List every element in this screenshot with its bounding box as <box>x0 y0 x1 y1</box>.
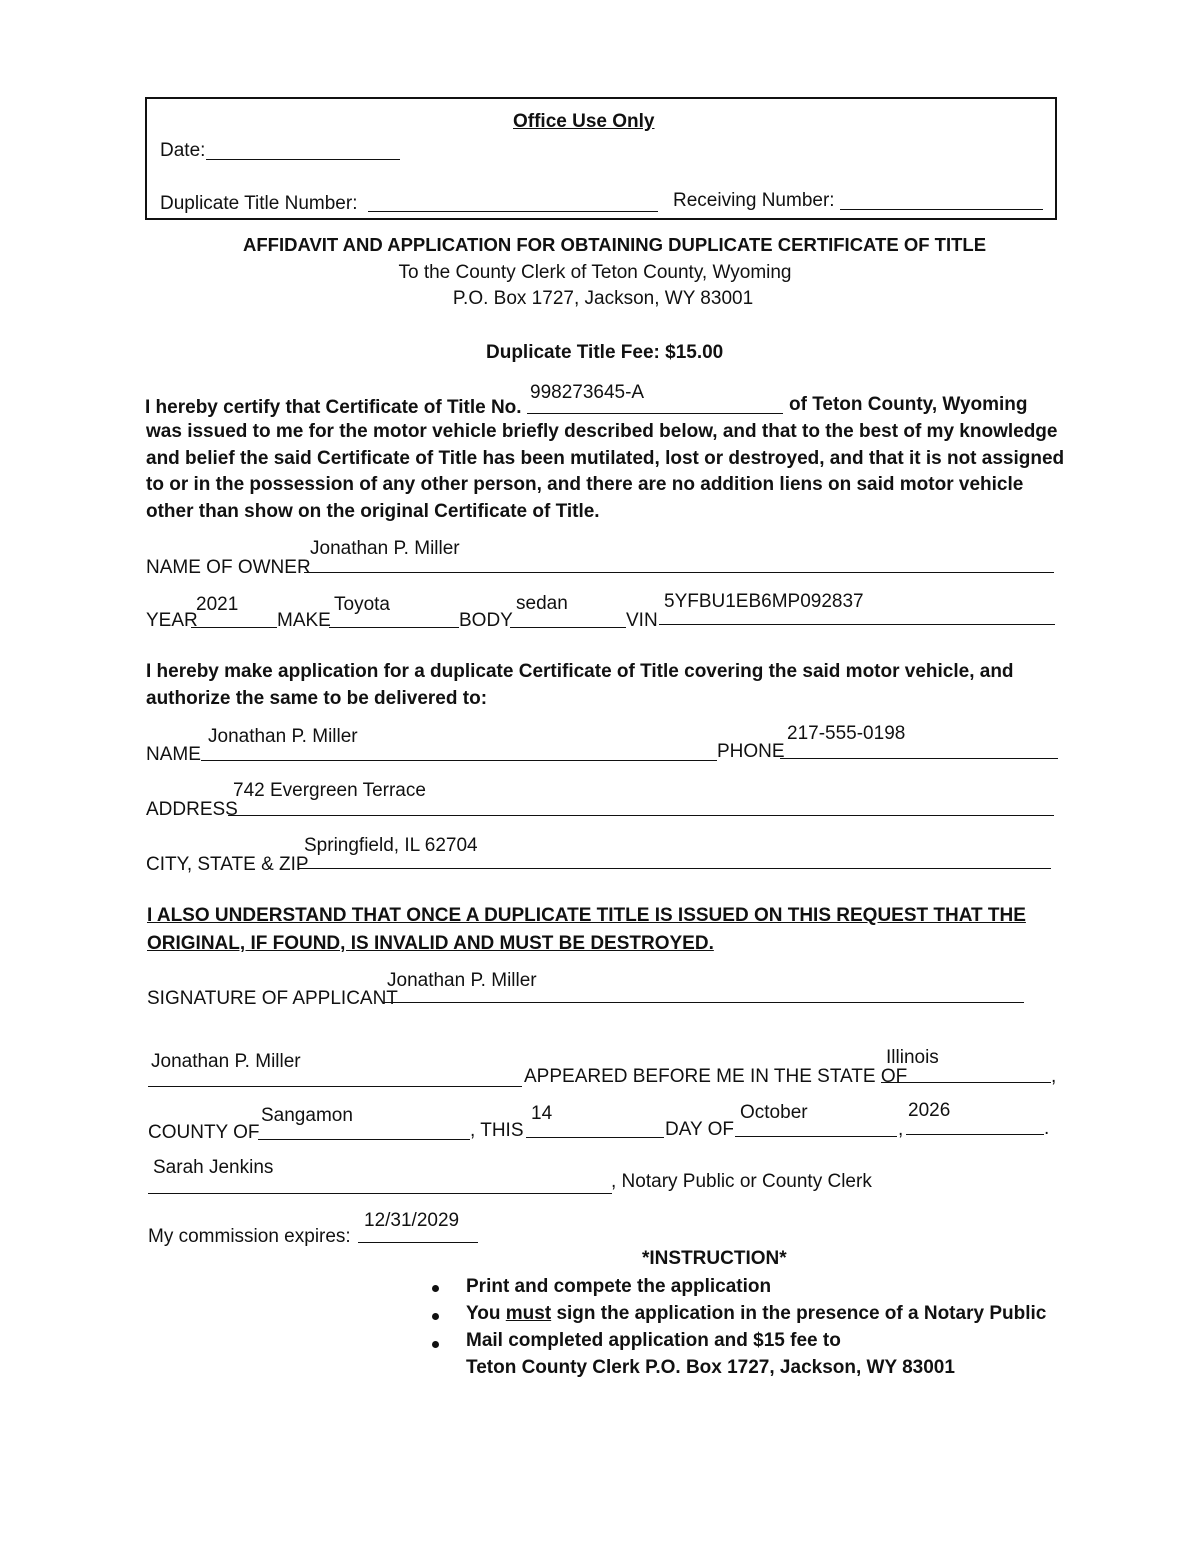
date-label: Date: <box>160 140 206 161</box>
signature-label: SIGNATURE OF APPLICANT <box>147 988 398 1009</box>
certify-suffix: of Teton County, Wyoming <box>789 394 1028 415</box>
notary-name-field[interactable] <box>148 1193 612 1194</box>
notary-name-value: Sarah Jenkins <box>153 1157 274 1178</box>
title-number-field[interactable] <box>527 413 783 414</box>
instruction-heading: *INSTRUCTION* <box>642 1248 787 1269</box>
certify-prefix: I hereby certify that Certificate of Title No. <box>145 397 522 418</box>
phone-field[interactable] <box>780 758 1058 759</box>
month-value: October <box>740 1102 808 1123</box>
instruction-item: Mail completed application and $15 fee to <box>466 1330 841 1351</box>
owner-name-label: NAME OF OWNER <box>146 557 311 578</box>
delivery-name-field[interactable] <box>201 760 717 761</box>
certify-line: other than show on the original Certificate of Title. <box>146 500 600 522</box>
phone-label: PHONE <box>717 741 785 762</box>
make-label: MAKE <box>277 610 331 631</box>
vin-value: 5YFBU1EB6MP092837 <box>664 591 864 612</box>
signature-value: Jonathan P. Miller <box>387 970 537 991</box>
this-label: , THIS <box>470 1120 524 1141</box>
county-label: COUNTY OF <box>148 1122 260 1143</box>
header-address-line2: P.O. Box 1727, Jackson, WY 83001 <box>452 288 754 309</box>
receiving-number-label: Receiving Number: <box>673 190 835 211</box>
receiving-number-field[interactable] <box>840 209 1043 210</box>
duplicate-title-number-field[interactable] <box>368 211 658 212</box>
year-field[interactable] <box>191 627 277 628</box>
bullet-icon <box>432 1285 439 1292</box>
owner-name-value: Jonathan P. Miller <box>310 538 460 559</box>
application-line: I hereby make application for a duplicate Certificate of Title covering the said motor vehicle, and <box>146 661 1014 682</box>
appeared-name-value: Jonathan P. Miller <box>151 1051 301 1072</box>
notary-label: , Notary Public or County Clerk <box>611 1171 872 1192</box>
city-state-zip-label: CITY, STATE & ZIP <box>146 854 309 875</box>
duplicate-title-number-label: Duplicate Title Number: <box>160 193 358 214</box>
header-address-line1: To the County Clerk of Teton County, Wyoming <box>398 262 792 283</box>
county-value: Sangamon <box>261 1105 353 1126</box>
warning-line1: I ALSO UNDERSTAND THAT ONCE A DUPLICATE TITLE IS ISSUED ON THIS REQUEST THAT THE <box>147 905 1026 926</box>
body-value: sedan <box>516 593 568 614</box>
address-value: 742 Evergreen Terrace <box>233 780 426 801</box>
bullet-icon <box>432 1341 439 1348</box>
commission-date-field[interactable] <box>358 1242 478 1243</box>
owner-name-field[interactable] <box>304 572 1054 573</box>
city-state-zip-field[interactable] <box>299 868 1051 869</box>
certify-line: and belief the said Certificate of Title has been mutilated, lost or destroyed, and that it is not assigned <box>146 447 1065 469</box>
office-use-heading: Office Use Only <box>513 111 655 132</box>
warning-line2: ORIGINAL, IF FOUND, IS INVALID AND MUST BE DESTROYED. <box>147 933 714 954</box>
year-field-notary[interactable] <box>906 1134 1044 1135</box>
year-label: YEAR <box>146 610 198 631</box>
state-field[interactable] <box>881 1082 1051 1083</box>
county-field[interactable] <box>258 1139 470 1140</box>
city-state-zip-value: Springfield, IL 62704 <box>304 835 478 856</box>
appeared-name-field[interactable] <box>148 1086 522 1087</box>
vin-label: VIN <box>626 610 658 631</box>
body-field[interactable] <box>510 627 626 628</box>
year-value: 2021 <box>196 594 239 615</box>
bullet-icon <box>432 1313 439 1320</box>
commission-date-value: 12/31/2029 <box>364 1210 460 1231</box>
application-statement <box>146 659 1014 712</box>
certify-paragraph <box>146 419 1064 525</box>
day-value: 14 <box>531 1103 553 1124</box>
notary-year-value: 2026 <box>908 1100 951 1121</box>
certify-line: to or in the possession of any other person, and there are no addition liens on said motor vehicle <box>146 474 1024 495</box>
make-value: Toyota <box>334 594 390 615</box>
title-number-value: 998273645-A <box>530 382 645 403</box>
application-line: authorize the same to be delivered to: <box>146 687 488 709</box>
address-field[interactable] <box>228 815 1054 816</box>
instruction-item: You must sign the application in the presence of a Notary Public <box>466 1303 1047 1324</box>
duplicate-title-fee: Duplicate Title Fee: $15.00 <box>486 342 724 363</box>
month-field[interactable] <box>735 1136 897 1137</box>
address-label: ADDRESS <box>146 799 238 820</box>
body-label: BODY <box>459 610 513 631</box>
date-field[interactable] <box>206 159 400 160</box>
state-value: Illinois <box>886 1047 939 1068</box>
certify-line: was issued to me for the motor vehicle briefly described below, and that to the best of my knowledge <box>146 421 1058 442</box>
instruction-item-continued: Teton County Clerk P.O. Box 1727, Jackson, WY 83001 <box>466 1357 955 1378</box>
instruction-item: Print and compete the application <box>466 1276 772 1297</box>
phone-value: 217-555-0198 <box>787 723 906 744</box>
form-title: AFFIDAVIT AND APPLICATION FOR OBTAINING DUPLICATE CERTIFICATE OF TITLE <box>243 234 987 255</box>
vin-field[interactable] <box>659 624 1055 625</box>
day-of-label: DAY OF <box>665 1119 734 1140</box>
day-field[interactable] <box>526 1137 664 1138</box>
delivery-name-value: Jonathan P. Miller <box>208 726 358 747</box>
commission-label: My commission expires: <box>148 1226 351 1247</box>
must-emphasis: must <box>505 1303 552 1324</box>
delivery-name-label: NAME <box>146 744 201 765</box>
make-field[interactable] <box>329 627 459 628</box>
signature-field[interactable] <box>382 1002 1024 1003</box>
appeared-label: APPEARED BEFORE ME IN THE STATE OF <box>524 1066 908 1087</box>
